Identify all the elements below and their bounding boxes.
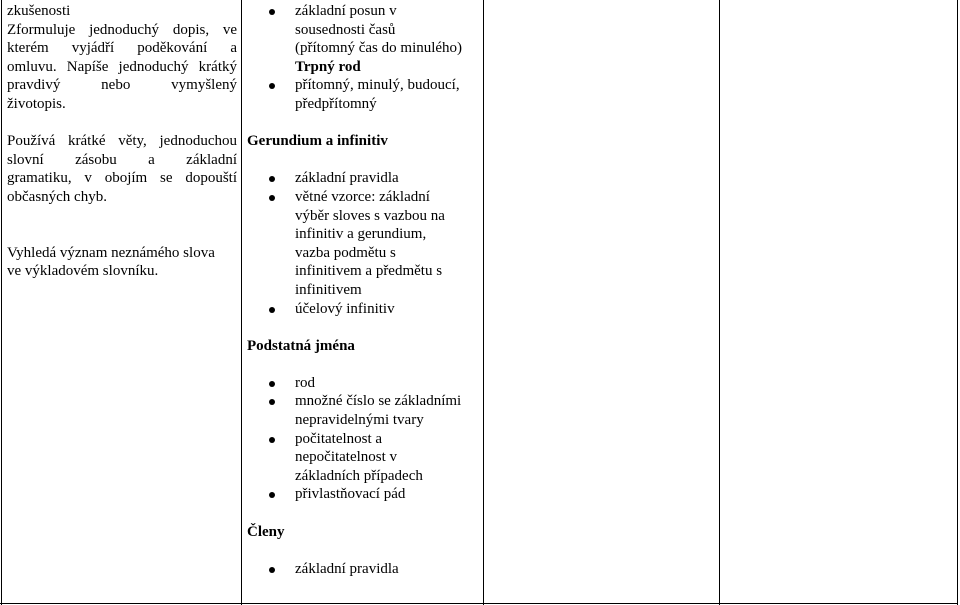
- table-border-bottom: [0, 603, 958, 604]
- table-border-right: [957, 0, 958, 605]
- nouns-list: [247, 374, 487, 504]
- list-item: počitatelnost a nepočitatelnost v základních případech: [247, 430, 487, 486]
- bullet-icon: [269, 176, 275, 182]
- list-item: množné číslo se základními nepravidelnými tvary: [247, 392, 487, 429]
- outcome-letter: zkušenosti Zformuluje jednoduchý dopis, ve kterém vyjádří poděkování a omluvu. Napíše jednoduchý krátký pravdivý nebo vymyšlený životopis.: [7, 3, 237, 112]
- list-item: základní pravidla: [247, 169, 487, 188]
- list-item: základní posun v sousednosti časů (přítomný čas do minulého) Trpný rod: [247, 2, 487, 76]
- articles-list: [247, 560, 487, 579]
- bullet-icon: [269, 9, 275, 15]
- section-heading-nouns: Podstatná jména: [247, 337, 355, 354]
- outcome-grammar: Používá krátké věty, jednoduchou slovní zásobu a základní gramatiku, v obojím se dopouští občasných chyb.: [7, 133, 237, 205]
- list-item: větné vzorce: základní výběr sloves s vazbou na infinitiv a gerundium, vazba podmětu s infinitivem a předmětu s infinitivem: [247, 188, 487, 300]
- curriculum-cell: [247, 2, 487, 578]
- section-heading-gerund: Gerundium a infinitiv: [247, 133, 388, 150]
- gerund-list: [247, 169, 487, 318]
- table-border-col3: [719, 0, 720, 605]
- section-heading-articles: Členy: [247, 523, 285, 540]
- table-border-col1: [241, 0, 242, 605]
- list-item: rod: [247, 374, 487, 393]
- bullet-icon: [269, 567, 275, 573]
- list-item: účelový infinitiv: [247, 300, 487, 319]
- outcomes-cell: [7, 2, 237, 281]
- bullet-icon: [269, 195, 275, 201]
- table-border-left: [1, 0, 2, 605]
- bullet-icon: [269, 492, 275, 498]
- tense-list: [247, 2, 487, 114]
- bullet-icon: [269, 399, 275, 405]
- bullet-icon: [269, 83, 275, 89]
- list-item: základní pravidla: [247, 560, 487, 579]
- list-item: přítomný, minulý, budoucí, předpřítomný: [247, 76, 487, 113]
- bullet-icon: [269, 437, 275, 443]
- bullet-icon: [269, 307, 275, 313]
- list-item: přivlastňovací pád: [247, 485, 487, 504]
- outcome-dictionary: Vyhledá význam neznámého slova ve výkladovém slovníku.: [7, 244, 215, 280]
- bullet-icon: [269, 381, 275, 387]
